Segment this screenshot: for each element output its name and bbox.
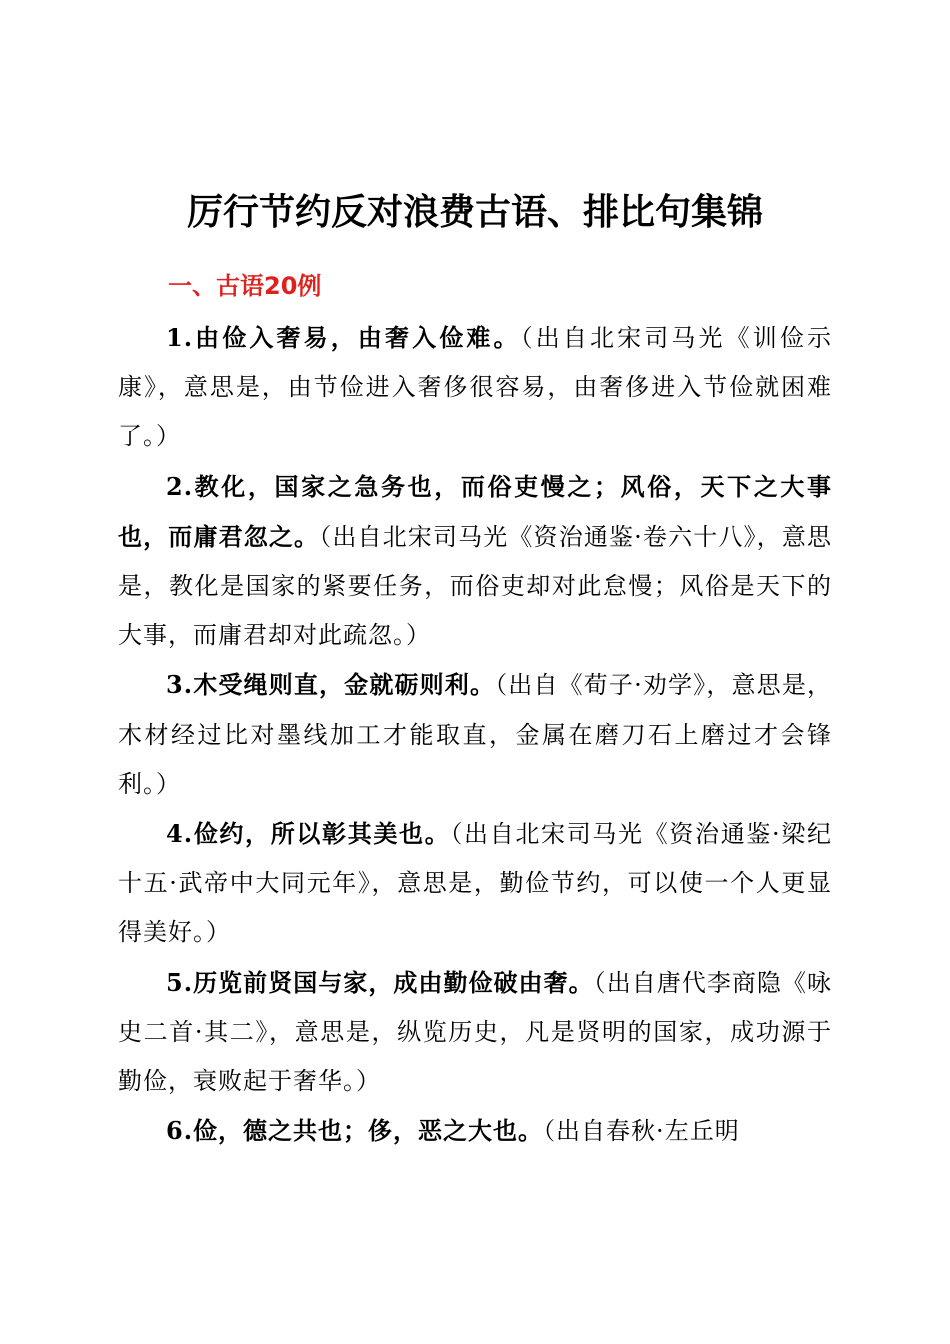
entry-6 (118, 1106, 832, 1156)
entry-note: （出自北宋司马光《训俭示康》，意思是，由节俭进入奢侈很容易，由奢侈进入节俭就困难了。） (118, 324, 833, 451)
entry-1 (118, 313, 832, 462)
entry-quote: 5.历览前贤国与家，成由勤俭破由奢。 (166, 967, 594, 997)
entry-note: （出自北宋司马光《资治通鉴·梁纪十五·武帝中大同元年》，意思是，勤俭节约，可以使一个人更显得美好。） (118, 820, 832, 947)
entry-note: （出自《荀子·劝学》，意思是，木材经过比对墨线加工才能取直，金属在磨刀石上磨过才会锋利。） (118, 671, 832, 798)
entry-4 (118, 809, 832, 958)
entry-quote: 4.俭约，所以彰其美也。 (166, 819, 451, 849)
entry-note: （出自北宋司马光《资治通鉴·卷六十八》，意思是，教化是国家的紧要任务，而俗吏却对此怠慢；风俗是天下的大事，而庸君却对此疏忽。） (118, 522, 832, 650)
entry-quote: 6.俭，德之共也；侈，恶之大也。 (166, 1116, 544, 1146)
entry-quote: 3.木受绳则直，金就砺则利。 (166, 670, 496, 700)
document-title: 厉行节约反对浪费古语、排比句集锦 (186, 191, 763, 233)
section-heading: 一、古语20例 (168, 272, 322, 300)
entry-note: （出自唐代李商隐《咏史二首·其二》，意思是，纵览历史，凡是贤明的国家，成功源于勤俭，衰败起于奢华。） (118, 968, 832, 1096)
entry-quote: 1.由俭入奢易，由奢入俭难。 (166, 323, 521, 352)
entry-note: （出自春秋·左丘明 (543, 1117, 740, 1146)
entry-5 (118, 958, 832, 1107)
entry-quote: 2.教化，国家之急务也，而俗吏慢之；风俗，天下之大事也，而庸君忽之。 (118, 471, 832, 551)
entry-2 (118, 462, 832, 661)
document-body (118, 313, 832, 1156)
entry-3 (118, 660, 832, 809)
